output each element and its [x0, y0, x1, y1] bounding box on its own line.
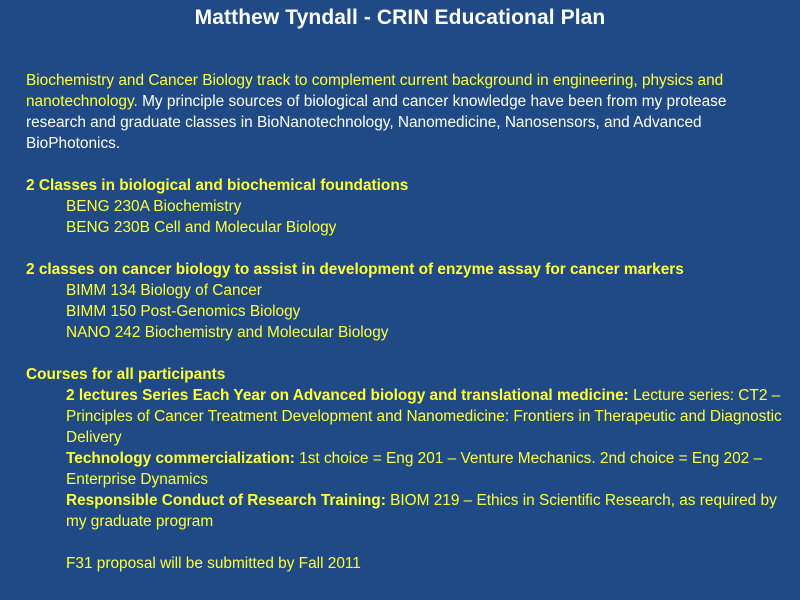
spacer: [26, 238, 786, 259]
entry-label: 2 lectures Series Each Year on Advanced biology and translational medicine:: [66, 387, 629, 404]
section-foundations-heading: 2 Classes in biological and biochemical foundations: [26, 177, 409, 194]
section-foundations-list: [26, 196, 786, 238]
spacer: [66, 532, 786, 553]
spacer: [26, 343, 786, 364]
course-item: NANO 242 Biochemistry and Molecular Biology: [66, 324, 389, 341]
course-item: BIMM 134 Biology of Cancer: [66, 282, 262, 299]
slide-content: [26, 70, 786, 574]
course-item: BENG 230A Biochemistry: [66, 198, 242, 215]
section-all-heading: Courses for all participants: [26, 366, 226, 383]
section-all-list: [26, 385, 786, 574]
participant-entry: [66, 385, 786, 448]
entry-text: BIOM 219 – Ethics in Scientific Research, as required by my graduate program: [66, 492, 777, 530]
participant-entry: [66, 448, 786, 490]
entry-label: Responsible Conduct of Research Training:: [66, 492, 386, 509]
intro-rest: My principle sources of biological and cancer knowledge have been from my protease research and graduate classes in BioNanotechnology, Nanomedicine, Nanosensors, and Advanced BioPhotonics.: [26, 93, 727, 152]
entry-text: Lecture series: CT2 – Principles of Cancer Treatment Development and Nanomedicine: Frontiers in Therapeutic and Diagnostic Delivery: [66, 387, 782, 446]
proposal-note: F31 proposal will be submitted by Fall 2011: [66, 555, 361, 572]
section-cancer-heading: 2 classes on cancer biology to assist in development of enzyme assay for cancer markers: [26, 261, 684, 278]
course-item: BIMM 150 Post-Genomics Biology: [66, 303, 301, 320]
slide-title: Matthew Tyndall - CRIN Educational Plan: [194, 6, 606, 29]
entry-label: Technology commercialization:: [66, 450, 295, 467]
intro-highlight: Biochemistry and Cancer Biology track to complement current background in engineering, physics and nanotechnology.: [26, 72, 724, 110]
course-item: BENG 230B Cell and Molecular Biology: [66, 219, 337, 236]
section-cancer-list: [26, 280, 786, 343]
intro-paragraph: [26, 70, 786, 154]
participant-entry: [66, 490, 786, 532]
entry-text: 1st choice = Eng 201 – Venture Mechanics. 2nd choice = Eng 202 – Enterprise Dynamics: [66, 450, 763, 488]
spacer: [26, 154, 786, 175]
